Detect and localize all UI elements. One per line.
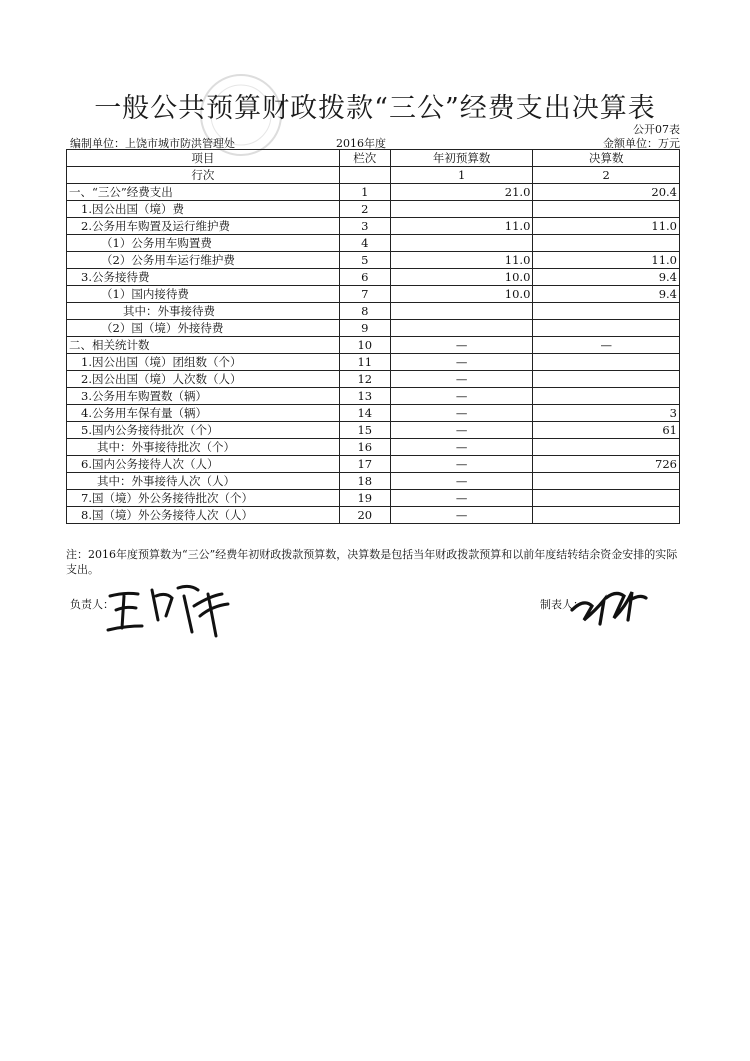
table-row bbox=[67, 354, 680, 371]
row-final bbox=[533, 490, 680, 507]
table-row bbox=[67, 286, 680, 303]
table-row bbox=[67, 218, 680, 235]
expenditure-table bbox=[66, 149, 680, 524]
row-line: 12 bbox=[339, 371, 390, 388]
amount-unit: 金额单位：万元 bbox=[603, 137, 680, 150]
header-final-col: 2 bbox=[533, 167, 680, 184]
row-line: 6 bbox=[339, 269, 390, 286]
header-row-index: 行次 bbox=[67, 167, 340, 184]
row-line: 1 bbox=[339, 184, 390, 201]
table-row bbox=[67, 371, 680, 388]
table-row bbox=[67, 388, 680, 405]
row-budget: — bbox=[390, 371, 532, 388]
table-row bbox=[67, 507, 680, 524]
table-row bbox=[67, 490, 680, 507]
header-item: 项目 bbox=[67, 150, 340, 167]
row-item: （1）国内接待费 bbox=[67, 286, 340, 303]
row-budget: — bbox=[390, 337, 532, 354]
form-number: 公开07表 bbox=[633, 123, 680, 136]
table-row bbox=[67, 456, 680, 473]
row-budget: — bbox=[390, 354, 532, 371]
row-item: 2.因公出国（境）人次数（人） bbox=[67, 371, 340, 388]
row-final: 11.0 bbox=[533, 218, 680, 235]
row-budget: — bbox=[390, 507, 532, 524]
row-line: 15 bbox=[339, 422, 390, 439]
row-final: 9.4 bbox=[533, 286, 680, 303]
row-item: 3.公务用车购置数（辆） bbox=[67, 388, 340, 405]
row-line: 11 bbox=[339, 354, 390, 371]
compiling-unit: 编制单位：上饶市城市防洪管理处 bbox=[70, 137, 235, 150]
row-line: 10 bbox=[339, 337, 390, 354]
row-item: 其中：外事接待批次（个） bbox=[67, 439, 340, 456]
row-final: 9.4 bbox=[533, 269, 680, 286]
table-header-row bbox=[67, 150, 680, 167]
header-line: 栏次 bbox=[339, 150, 390, 167]
row-budget: — bbox=[390, 422, 532, 439]
row-final bbox=[533, 371, 680, 388]
row-line: 20 bbox=[339, 507, 390, 524]
row-final bbox=[533, 473, 680, 490]
row-budget bbox=[390, 201, 532, 218]
row-line: 13 bbox=[339, 388, 390, 405]
row-item: 3.公务接待费 bbox=[67, 269, 340, 286]
table-row bbox=[67, 252, 680, 269]
row-line: 14 bbox=[339, 405, 390, 422]
row-line: 16 bbox=[339, 439, 390, 456]
row-budget: — bbox=[390, 490, 532, 507]
row-line: 4 bbox=[339, 235, 390, 252]
row-budget: — bbox=[390, 473, 532, 490]
row-final bbox=[533, 507, 680, 524]
header-budget-col: 1 bbox=[390, 167, 532, 184]
row-item: 4.公务用车保有量（辆） bbox=[67, 405, 340, 422]
row-final bbox=[533, 320, 680, 337]
row-line: 5 bbox=[339, 252, 390, 269]
row-final bbox=[533, 235, 680, 252]
row-item: 5.国内公务接待批次（个） bbox=[67, 422, 340, 439]
row-item: 二、相关统计数 bbox=[67, 337, 340, 354]
row-item: （2）公务用车运行维护费 bbox=[67, 252, 340, 269]
row-line: 8 bbox=[339, 303, 390, 320]
row-final bbox=[533, 303, 680, 320]
responsible-label: 负责人： bbox=[70, 598, 114, 611]
row-line: 17 bbox=[339, 456, 390, 473]
page-title: 一般公共预算财政拨款“三公”经费支出决算表 bbox=[94, 93, 656, 124]
header-line-blank bbox=[339, 167, 390, 184]
table-row bbox=[67, 235, 680, 252]
table-row bbox=[67, 320, 680, 337]
table-row bbox=[67, 184, 680, 201]
table-row bbox=[67, 269, 680, 286]
row-line: 7 bbox=[339, 286, 390, 303]
table-row bbox=[67, 405, 680, 422]
preparer-signature bbox=[570, 580, 650, 630]
table-row bbox=[67, 337, 680, 354]
header-final: 决算数 bbox=[533, 150, 680, 167]
row-item: 6.国内公务接待人次（人） bbox=[67, 456, 340, 473]
row-budget: — bbox=[390, 388, 532, 405]
row-final: — bbox=[533, 337, 680, 354]
row-budget: 21.0 bbox=[390, 184, 532, 201]
row-line: 3 bbox=[339, 218, 390, 235]
row-budget bbox=[390, 320, 532, 337]
row-budget: 10.0 bbox=[390, 269, 532, 286]
row-item: 其中：外事接待费 bbox=[67, 303, 340, 320]
row-budget bbox=[390, 303, 532, 320]
responsible-signature bbox=[100, 576, 240, 646]
row-item: 2.公务用车购置及运行维护费 bbox=[67, 218, 340, 235]
row-final bbox=[533, 439, 680, 456]
row-budget bbox=[390, 235, 532, 252]
row-final: 20.4 bbox=[533, 184, 680, 201]
row-final bbox=[533, 354, 680, 371]
table-row bbox=[67, 422, 680, 439]
row-item: （2）国（境）外接待费 bbox=[67, 320, 340, 337]
row-line: 2 bbox=[339, 201, 390, 218]
row-final: 61 bbox=[533, 422, 680, 439]
row-line: 19 bbox=[339, 490, 390, 507]
table-row bbox=[67, 473, 680, 490]
preparer-label: 制表人： bbox=[540, 598, 584, 611]
row-budget: 11.0 bbox=[390, 252, 532, 269]
row-line: 18 bbox=[339, 473, 390, 490]
row-item: （1）公务用车购置费 bbox=[67, 235, 340, 252]
row-item: 1.因公出国（境）团组数（个） bbox=[67, 354, 340, 371]
row-final: 11.0 bbox=[533, 252, 680, 269]
row-final: 3 bbox=[533, 405, 680, 422]
row-final: 726 bbox=[533, 456, 680, 473]
table-row bbox=[67, 439, 680, 456]
table-row bbox=[67, 303, 680, 320]
row-item: 8.国（境）外公务接待人次（人） bbox=[67, 507, 340, 524]
table-note: 注：2016年度预算数为“三公”经费年初财政拨款预算数，决算数是包括当年财政拨款预算和以前年度结转结余资金安排的实际支出。 bbox=[66, 548, 678, 576]
row-item: 一、“三公”经费支出 bbox=[67, 184, 340, 201]
row-item: 其中：外事接待人次（人） bbox=[67, 473, 340, 490]
table-header-row-2 bbox=[67, 167, 680, 184]
row-budget: 11.0 bbox=[390, 218, 532, 235]
row-final bbox=[533, 201, 680, 218]
row-budget: — bbox=[390, 405, 532, 422]
row-item: 1.因公出国（境）费 bbox=[67, 201, 340, 218]
header-budget: 年初预算数 bbox=[390, 150, 532, 167]
row-line: 9 bbox=[339, 320, 390, 337]
fiscal-year: 2016年度 bbox=[336, 137, 386, 150]
row-budget: — bbox=[390, 456, 532, 473]
row-final bbox=[533, 388, 680, 405]
table-row bbox=[67, 201, 680, 218]
row-item: 7.国（境）外公务接待批次（个） bbox=[67, 490, 340, 507]
row-budget: — bbox=[390, 439, 532, 456]
row-budget: 10.0 bbox=[390, 286, 532, 303]
